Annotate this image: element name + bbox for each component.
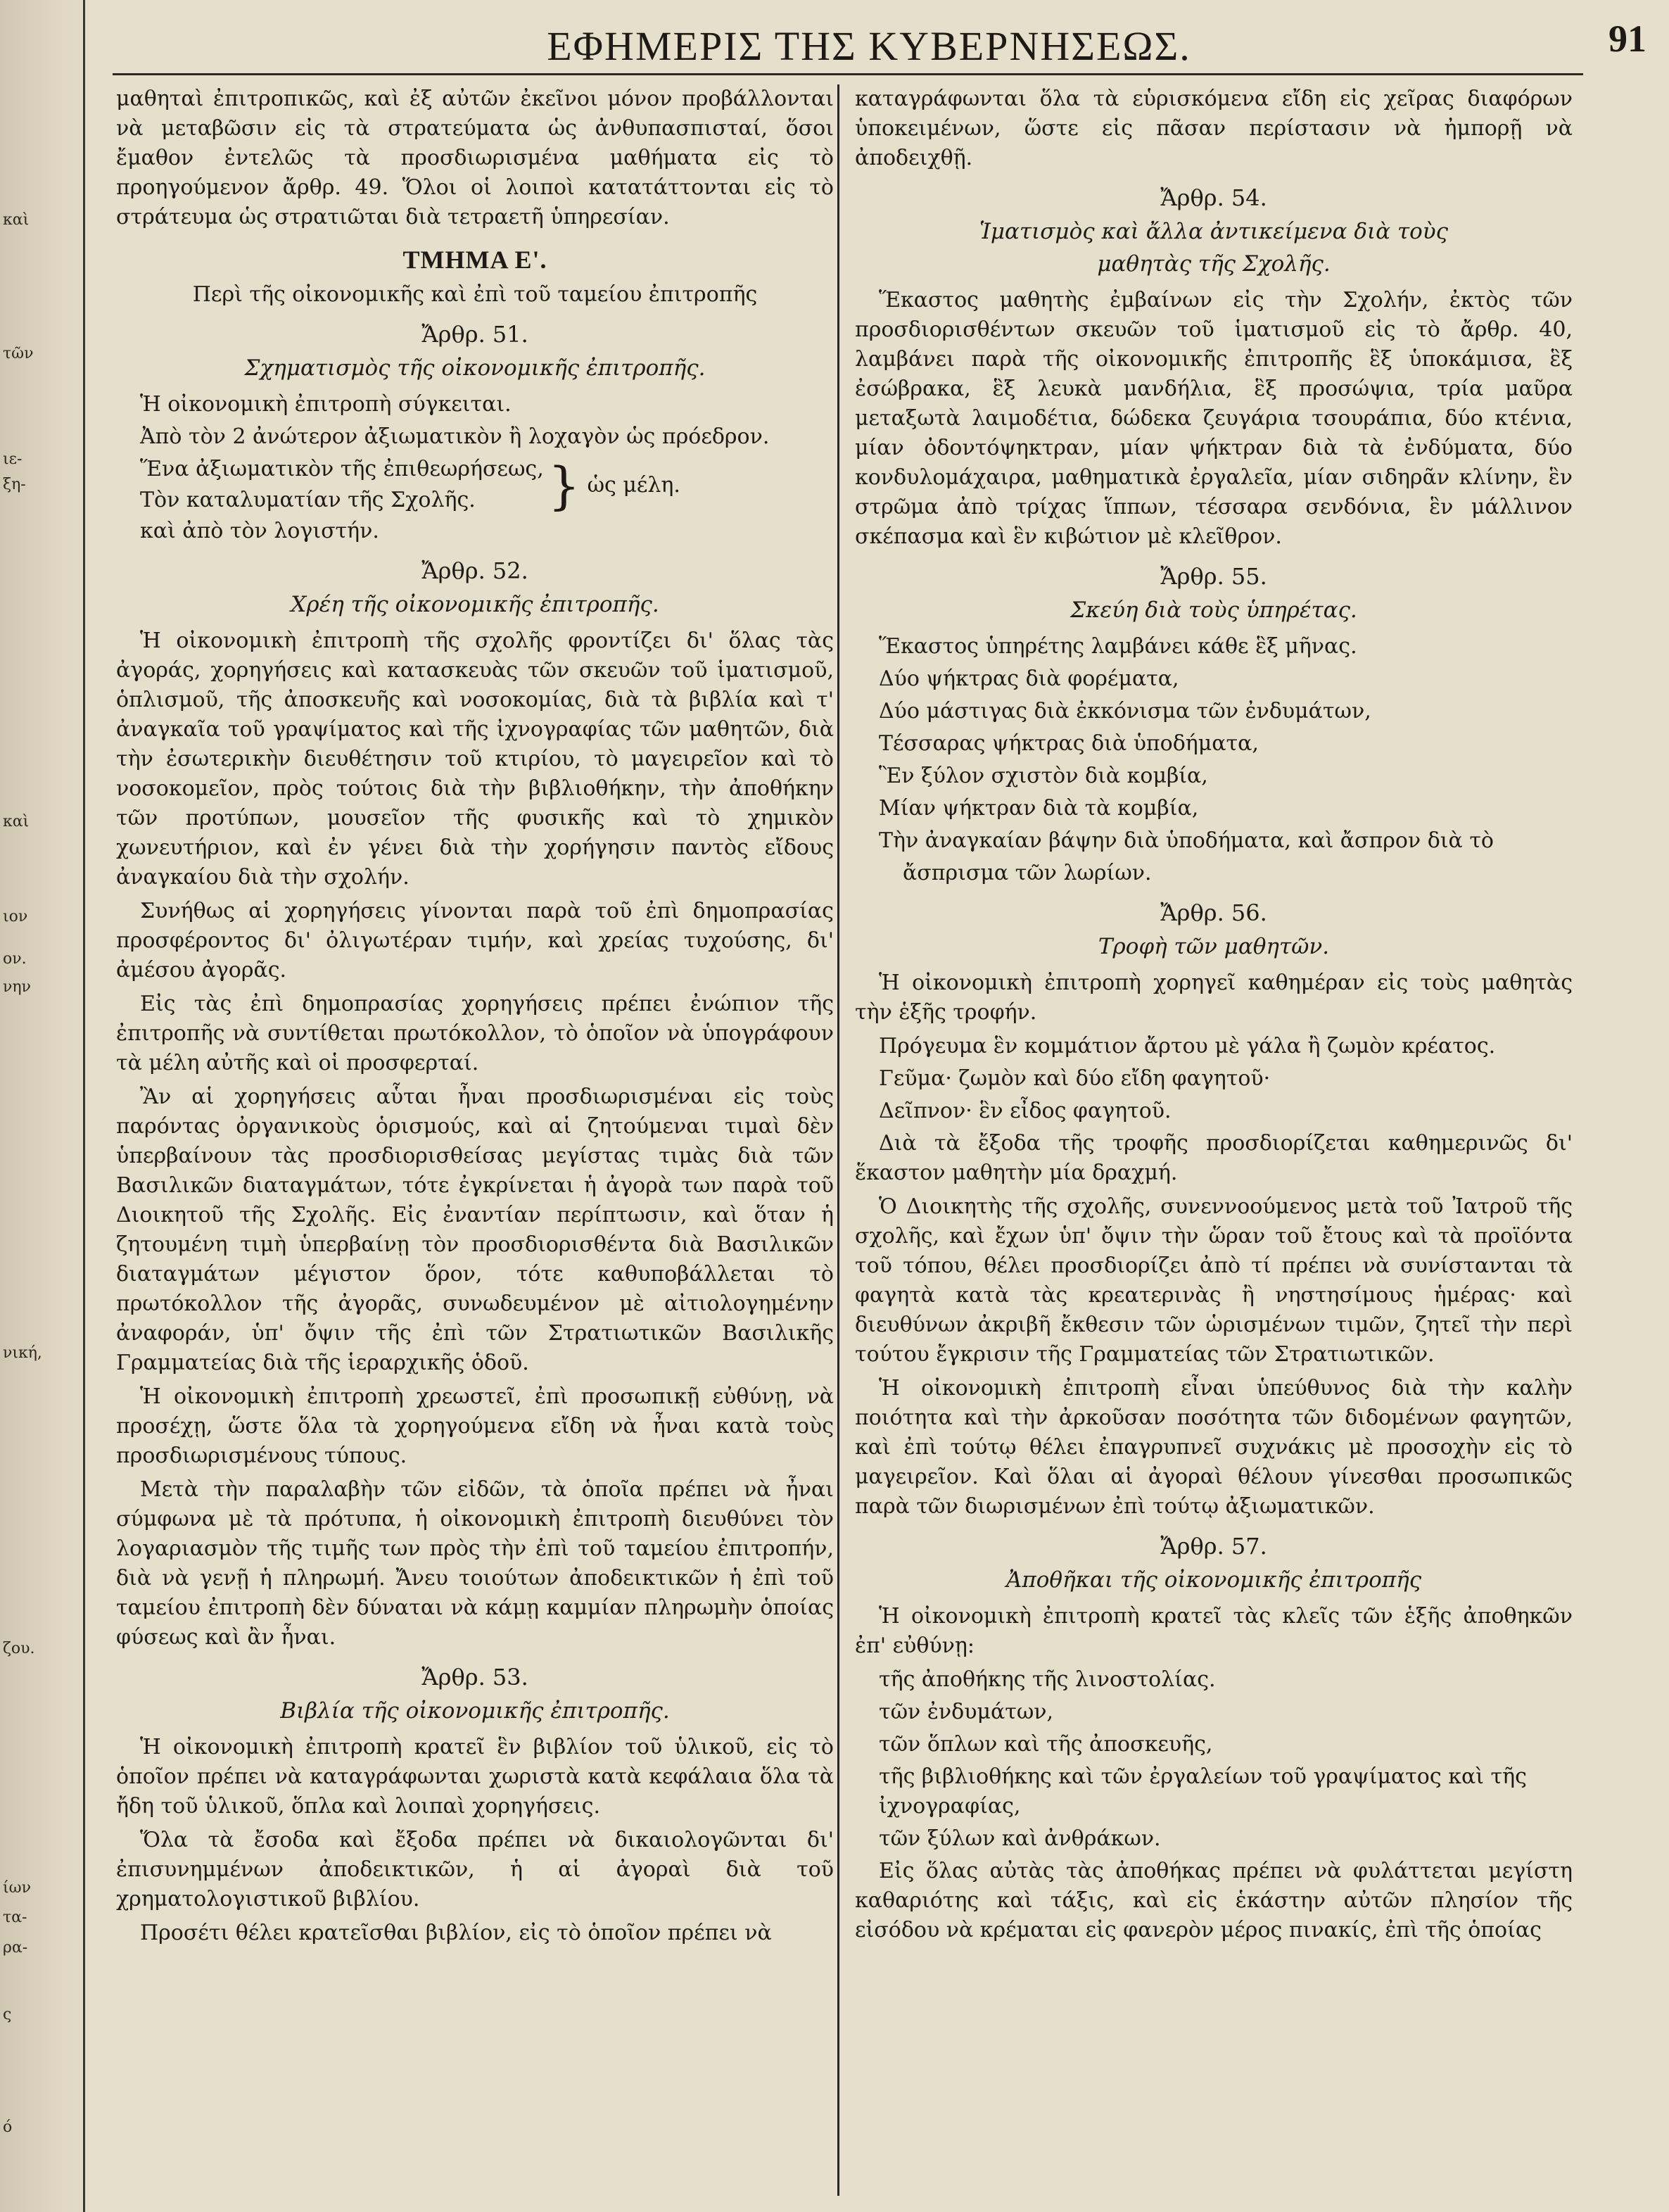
section-subtitle: Περὶ τῆς οἰκονομικῆς καὶ ἐπὶ τοῦ ταμείου ἐπιτροπῆς — [192, 282, 758, 307]
article-51-number: Ἄρθρ. 51. — [421, 321, 528, 348]
margin-fragment: νην — [3, 978, 31, 996]
article-52-heading: Χρέη τῆς οἰκονομικῆς ἐπιτροπῆς. — [291, 592, 659, 617]
margin-fragment: ίων — [3, 1879, 31, 1897]
brace-label: ὡς μέλη. — [587, 473, 680, 498]
margin-fragment: καὶ — [3, 211, 30, 229]
left-page-gutter — [0, 0, 85, 2212]
article-paragraph: Ὁ Διοικητὴς τῆς σχολῆς, συνεννοούμενος μετὰ τοῦ Ἰατροῦ τῆς σχολῆς, καὶ ἔχων ὑπ' ὄψιν τὴν ὥραν τοῦ ἔτους καὶ τὰ προϊόντα τοῦ τόπου, θέλει προσδιορίζει ἀπὸ τί πρέπει νὰ συνίστανται τὰ φαγητὰ κατὰ τὰς κρεατερινὰς ἢ νηστησίμους ἡμέρας· καὶ διευθύνων ἀκριβῆ ἔκθεσιν τῶν ὡρισμένων τιμῶν, ζητεῖ τὴν περὶ τούτου ἔγκρισιν τῆς Γραμματείας τῶν Στρατιωτικῶν. — [855, 1194, 1573, 1367]
margin-fragment: ον. — [3, 950, 27, 968]
margin-fragment: ρα- — [3, 1939, 28, 1957]
column-divider — [837, 84, 839, 2196]
intro-paragraph: μαθηταὶ ἐπιτροπικῶς, καὶ ἐξ αὐτῶν ἐκεῖνοι μόνον προβάλλονται νὰ μεταβῶσιν εἰς τὰ στρατεύματα ὡς ἀνθυπασπισταί, ὅσοι ἔμαθον ἐντελῶς τὰ προσδιωρισμένα μαθήματα εἰς τὸ προηγούμενον ἄρθρ. 49. Ὅλοι οἱ λοιποὶ κατατάττονται εἰς τὸ στράτευμα ὡς στρατιῶται διὰ τετραετῆ ὑπηρεσίαν. — [116, 87, 834, 229]
article-paragraph: Ἡ οἰκονομικὴ ἐπιτροπὴ κρατεῖ τὰς κλεῖς τῶν ἑξῆς ἀποθηκῶν ἐπ' εὐθύνῃ: — [855, 1604, 1573, 1658]
article-57-line: τῶν ἐνδυμάτων, — [879, 1700, 1054, 1724]
margin-fragment: ς — [3, 2006, 12, 2023]
article-paragraph: Ἡ οἰκονομικὴ ἐπιτροπὴ χρεωστεῖ, ἐπὶ προσωπικῇ εὐθύνῃ, νὰ προσέχῃ, ὥστε ὅλα τὰ χορηγούμενα εἴδη νὰ ἦναι κατὰ τοὺς προσδιωρισμένους τύπους. — [116, 1384, 834, 1468]
margin-fragment: ιε- — [3, 450, 23, 468]
article-56-line: Δεῖπνον· ἓν εἶδος φαγητοῦ. — [879, 1099, 1172, 1123]
article-55-line: Τέσσαρας ψήκτρας διὰ ὑποδήματα, — [879, 731, 1259, 756]
article-51-heading: Σχηματισμὸς τῆς οἰκονομικῆς ἐπιτροπῆς. — [244, 355, 706, 381]
article-paragraph: Μετὰ τὴν παραλαβὴν τῶν εἰδῶν, τὰ ὁποῖα πρέπει νὰ ἦναι σύμφωνα μὲ τὰ πρότυπα, ἡ οἰκονομικὴ ἐπιτροπὴ διευθύνει τὸν λογαριασμὸν τῆς τιμῆς των πρὸς τὴν ἐπὶ τοῦ ταμείου ἐπιτροπήν, διὰ νὰ γενῇ ἡ πληρωμή. Ἄνευ τοιούτων ἀποδεικτικῶν ἡ ἐπὶ τοῦ ταμείου ἐπιτροπὴ δὲν δύναται νὰ κάμῃ καμμίαν πληρωμὴν ὁποίας φύσεως καὶ ἂν ἦναι. — [116, 1477, 834, 1650]
article-57-line: τῶν ξύλων καὶ ἀνθράκων. — [879, 1826, 1161, 1851]
header-rule — [113, 73, 1583, 75]
article-57-line: τῆς ἀποθήκης τῆς λινοστολίας. — [879, 1667, 1216, 1692]
article-54-number: Ἄρθρ. 54. — [1160, 184, 1267, 211]
article-51-line: Ἀπὸ τὸν 2 ἀνώτερον ἀξιωματικὸν ἢ λοχαγὸν ὡς πρόεδρον. — [140, 424, 770, 449]
page-header — [91, 13, 1646, 69]
article-paragraph: Ἡ οἰκονομικὴ ἐπιτροπὴ χορηγεῖ καθημέραν εἰς τοὺς μαθητὰς τὴν ἑξῆς τροφήν. — [855, 971, 1573, 1025]
gazette-title: ΕΦΗΜΕΡΙΣ ΤΗΣ ΚΥΒΕΡΝΗΣΕΩΣ. — [547, 23, 1191, 69]
left-column — [116, 84, 834, 1952]
section-title: ΤΜΗΜΑ Ε'. — [402, 246, 547, 274]
article-51-line: Τὸν καταλυματίαν τῆς Σχολῆς. — [140, 488, 476, 512]
article-53-number: Ἄρθρ. 53. — [421, 1664, 528, 1690]
article-paragraph: Ἡ οἰκονομικὴ ἐπιτροπὴ κρατεῖ ἓν βιβλίον τοῦ ὑλικοῦ, εἰς τὸ ὁποῖον πρέπει νὰ καταγράφωνται χωριστὰ κατὰ κεφάλαια ὅλα τὰ ἤδη τοῦ ὑλικοῦ, ὅπλα καὶ λοιπαὶ χορηγήσεις. — [116, 1735, 834, 1819]
article-paragraph: Ὅλα τὰ ἔσοδα καὶ ἔξοδα πρέπει νὰ δικαιολογῶνται δι' ἐπισυνημμένων ἀποδεικτικῶν, ἡ αἱ ἀγοραὶ διὰ τοῦ χρηματολογιστικοῦ βιβλίου. — [116, 1828, 834, 1911]
article-55-line: Τὴν ἀναγκαίαν βάψην διὰ ὑποδήματα, καὶ ἄσπρον διὰ τὸ — [879, 828, 1494, 853]
brace-items — [116, 455, 544, 517]
article-57-number: Ἄρθρ. 57. — [1160, 1533, 1267, 1560]
article-53-heading: Βιβλία τῆς οἰκονομικῆς ἐπιτροπῆς. — [280, 1698, 670, 1724]
article-55-line: Ἓν ξύλον σχιστὸν διὰ κομβία, — [879, 764, 1208, 788]
article-56-line: Πρόγευμα ἓν κομμάτιον ἄρτου μὲ γάλα ἢ ζωμὸν κρέατος. — [879, 1034, 1496, 1058]
article-51-line: Ἕνα ἀξιωματικὸν τῆς ἐπιθεωρήσεως, — [140, 457, 544, 481]
margin-fragment: ξη- — [3, 476, 26, 493]
article-55-line: ἄσπρισμα τῶν λωρίων. — [903, 861, 1152, 885]
article-54-heading-cont: μαθητὰς τῆς Σχολῆς. — [1097, 251, 1331, 277]
margin-fragment: ζου. — [3, 1640, 35, 1657]
article-paragraph: Συνήθως αἱ χορηγήσεις γίνονται παρὰ τοῦ ἐπὶ δημοπρασίας προσφέροντος δι' ὀλιγωτέραν τιμήν, καὶ χρείας τυχούσης, δι' ἀμέσου ἀγορᾶς. — [116, 899, 834, 982]
margin-fragment: ιον — [3, 908, 28, 925]
margin-fragment: ό — [3, 2118, 13, 2136]
article-54-heading: Ἱματισμὸς καὶ ἄλλα ἀντικείμενα διὰ τοὺς — [979, 219, 1448, 244]
article-51-line: Ἡ οἰκονομικὴ ἐπιτροπὴ σύγκειται. — [140, 392, 512, 417]
article-paragraph: Εἰς ὅλας αὐτὰς τὰς ἀποθήκας πρέπει νὰ φυλάττεται μεγίστη καθαριότης καὶ τάξις, καὶ εἰς ἑκάστην αὐτῶν πλησίον τῆς εἰσόδου νὰ κρέμαται εἰς φανερὸν μέρος πινακίς, ἐπὶ τῆς ὁποίας — [855, 1859, 1573, 1942]
article-52-number: Ἄρθρ. 52. — [421, 557, 528, 584]
article-55-line: Δύο μάστιγας διὰ ἐκκόνισμα τῶν ἐνδυμάτων, — [879, 699, 1371, 723]
article-55-heading: Σκεύη διὰ τοὺς ὑπηρέτας. — [1070, 598, 1357, 623]
article-paragraph: Ἕκαστος μαθητὴς ἐμβαίνων εἰς τὴν Σχολήν, ἐκτὸς τῶν προσδιορισθέντων σκευῶν τοῦ ἱματισμοῦ εἰς τὸ ἄρθρ. 40, λαμβάνει παρὰ τῆς οἰκονομικῆς ἐπιτροπῆς ἓξ ὑποκάμισα, ἓξ ἐσώβρακα, ἓξ λευκὰ μανδήλια, ἓξ προσώψια, τρία μαῦρα μεταξωτὰ λαιμοδέτια, δώδεκα ζευγάρια τσουράπια, δύο κτένια, μίαν ὀδοντόψηκτραν, μίαν ψήκτραν διὰ τὰ ἐνδύματα, δύο κονδυλομάχαιρα, μαθηματικὰ ἐργαλεῖα, μίαν σιδηρᾶν κλίνην, ἓν στρῶμα ἀπὸ τρίχας ἵππων, τέσσαρα σενδόνια, ἓν μάλλινον σκέπασμα καὶ ἓν κιβώτιον μὲ κλεῖθρον. — [855, 288, 1573, 549]
article-57-line: τῶν ὅπλων καὶ τῆς ἀποσκευῆς, — [879, 1732, 1213, 1757]
margin-fragment: καὶ — [3, 813, 30, 830]
article-paragraph: Διὰ τὰ ἔξοδα τῆς τροφῆς προσδιορίζεται καθημερινῶς δι' ἕκαστον μαθητὴν μία δραχμή. — [855, 1131, 1573, 1185]
continued-paragraph: καταγράφωνται ὅλα τὰ εὑρισκόμενα εἴδη εἰς χεῖρας διαφόρων ὑποκειμένων, ὥστε εἰς πᾶσαν περίστασιν νὰ ἠμπορῇ νὰ ἀποδειχθῇ. — [855, 87, 1573, 170]
article-56-line: Γεῦμα· ζωμὸν καὶ δύο εἴδη φαγητοῦ· — [879, 1066, 1271, 1091]
article-paragraph: Ἂν αἱ χορηγήσεις αὗται ἦναι προσδιωρισμέναι εἰς τοὺς παρόντας ὀργανικοὺς ὁρισμούς, καὶ αἱ ζητούμεναι τιμαὶ δὲν ὑπερβαίνουν τὰς προσδιορισθείσας μεγίστας τιμὰς διὰ τῶν Βασιλικῶν διαταγμάτων, τότε ἐγκρίνεται ἡ ἀγορὰ των παρὰ τοῦ Διοικητοῦ τῆς Σχολῆς. Εἰς ἐναντίαν περίπτωσιν, καὶ ὅταν ἡ ζητουμένη τιμὴ ὑπερβαίνῃ τὸν προσδιορισθέντα διὰ Βασιλικῶν διαταγμάτων μέγιστον ὅρον, τότε καθυποβάλλεται τὸ πρωτόκολλον τῆς ἀγορᾶς, συνωδευμένον μὲ αἰτιολογημένην ἀναφοράν, ὑπ' ὄψιν τῆς ἐπὶ τῶν Στρατιωτικῶν Βασιλικῆς Γραμματείας διὰ τῆς ἱεραρχικῆς ὁδοῦ. — [116, 1085, 834, 1375]
article-55-line: Δύο ψήκτρας διὰ φορέματα, — [879, 666, 1179, 691]
article-56-heading: Τροφὴ τῶν μαθητῶν. — [1098, 934, 1330, 959]
article-55-line: Μίαν ψήκτραν διὰ τὰ κομβία, — [879, 796, 1199, 821]
article-paragraph: Προσέτι θέλει κρατεῖσθαι βιβλίον, εἰς τὸ ὁποῖον πρέπει νὰ — [140, 1921, 772, 1945]
curly-brace-icon: } — [547, 456, 580, 515]
page-number: 91 — [1608, 18, 1646, 60]
members-brace-group — [116, 455, 834, 517]
margin-fragment: τῶν — [3, 345, 34, 362]
article-paragraph: Εἰς τὰς ἐπὶ δημοπρασίας χορηγήσεις πρέπει ἐνώπιον τῆς ἐπιτροπῆς νὰ συντίθεται πρωτόκολλον, τὸ ὁποῖον νὰ ὑπογράφουν τὰ μέλη αὐτῆς καὶ οἱ προσφερταί. — [116, 992, 834, 1075]
article-51-line: καὶ ἀπὸ τὸν λογιστήν. — [140, 519, 379, 543]
margin-fragment: νική, — [3, 1344, 42, 1362]
right-column — [855, 84, 1573, 1949]
article-paragraph: Ἡ οἰκονομικὴ ἐπιτροπὴ τῆς σχολῆς φροντίζει δι' ὅλας τὰς ἀγοράς, χορηγήσεις καὶ κατασκευὰς τῶν σκευῶν τοῦ ἱματισμοῦ, ὁπλισμοῦ, τῆς ἀποσκευῆς καὶ νοσοκομίας, διὰ τὰ βιβλία καὶ τ' ἀναγκαῖα τοῦ γραψίματος καὶ τῆς ἰχνογραφίας τῶν μαθητῶν, διὰ τὴν ἐσωτερικὴν διευθέτησιν τοῦ κτιρίου, τὸ μαγειρεῖον καὶ τὸ νοσοκομεῖον, πρὸς τούτοις διὰ τὴν βιβλιοθήκην, τὴν ἀποθήκην τῶν προτύπων, μουσεῖον τῆς φυσικῆς καὶ τὸ χημικὸν χωνευτήριον, καὶ ἐν γένει διὰ τὴν χορήγησιν παντὸς εἴδους ἀναγκαίου διὰ τὴν σχολήν. — [116, 628, 834, 890]
margin-fragment: τα- — [3, 1909, 27, 1926]
article-57-heading: Ἀποθῆκαι τῆς οἰκονομικῆς ἐπιτροπῆς — [1005, 1567, 1422, 1593]
article-55-number: Ἄρθρ. 55. — [1160, 563, 1267, 590]
article-56-number: Ἄρθρ. 56. — [1160, 899, 1267, 926]
article-paragraph: Ἡ οἰκονομικὴ ἐπιτροπὴ εἶναι ὑπεύθυνος διὰ τὴν καλὴν ποιότητα καὶ τὴν ἀρκοῦσαν ποσότητα τῶν διδομένων φαγητῶν, καὶ ἐπὶ τούτῳ θέλει ἐπαγρυπνεῖ συχνάκις μὲ προσοχὴν εἰς τὸ μαγειρεῖον. Καὶ ὅλαι αἱ ἀγοραὶ θέλουν γίνεσθαι προσωπικῶς παρὰ τῶν διωρισμένων ἐπὶ τούτῳ ἀξιωματικῶν. — [855, 1376, 1573, 1519]
article-55-line: Ἕκαστος ὑπηρέτης λαμβάνει κάθε ἓξ μῆνας. — [879, 634, 1357, 659]
article-57-line: τῆς βιβλιοθήκης καὶ τῶν ἐργαλείων τοῦ γραψίματος καὶ τῆς ἰχνογραφίας, — [879, 1764, 1527, 1819]
